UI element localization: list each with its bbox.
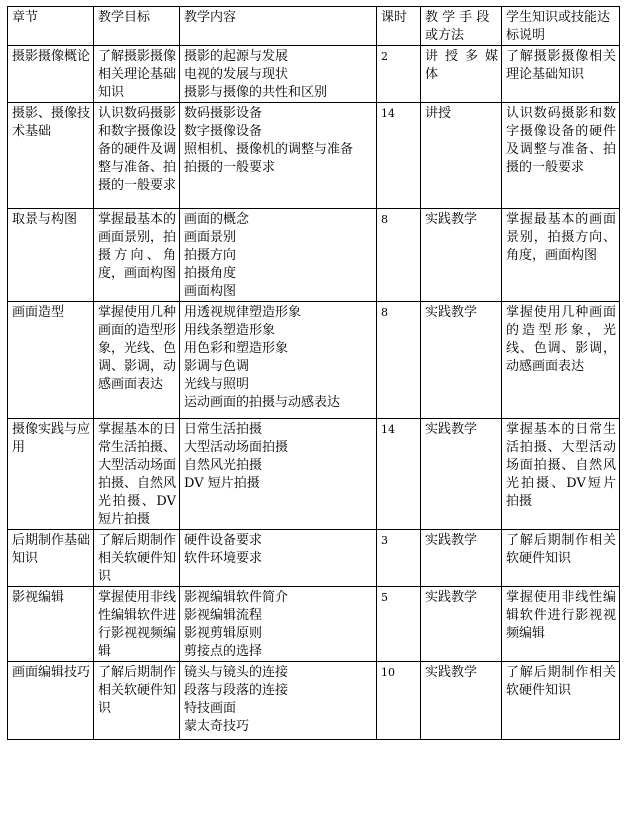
table-row — [8, 419, 620, 530]
content-item: 照相机、摄像机的调整与准备 — [184, 142, 354, 157]
content-cell — [180, 419, 377, 530]
goal-cell: 掌握使用非线性编辑软件进行影视视频编辑 — [94, 587, 180, 662]
method-cell: 讲授 — [421, 103, 502, 209]
content-cell — [180, 530, 377, 587]
content-item: 数字摄像设备 — [184, 124, 263, 139]
method-cell: 实践教学 — [421, 662, 502, 740]
content-item: 画面的概念 — [184, 212, 250, 227]
standard-cell: 了解后期制作相关软硬件知识 — [502, 662, 620, 740]
header-goal: 教学目标 — [94, 7, 180, 46]
content-item: 运动画面的拍摄与动感表达 — [184, 395, 341, 410]
content-item: 拍摄角度 — [184, 266, 237, 281]
standard-cell: 了解摄影摄像相关理论基础知识 — [502, 46, 620, 103]
hours-cell: 2 — [377, 46, 421, 103]
content-cell — [180, 46, 377, 103]
content-item: 影调与色调 — [184, 359, 250, 374]
content-item: 影视编辑流程 — [184, 608, 263, 623]
content-item: 段落与段落的连接 — [184, 683, 289, 698]
content-item: 硬件设备要求 — [184, 533, 263, 548]
hours-cell: 14 — [377, 419, 421, 530]
content-item: 日常生活拍摄 — [184, 422, 263, 437]
table-row — [8, 209, 620, 302]
header-row — [8, 7, 620, 46]
content-cell — [180, 662, 377, 740]
goal-cell: 认识数码摄影和数字摄像设备的硬件及调整与准备、拍摄的一般要求 — [94, 103, 180, 209]
content-item: 数码摄影设备 — [184, 106, 263, 121]
hours-cell: 14 — [377, 103, 421, 209]
content-item: 光线与照明 — [184, 377, 250, 392]
content-item: 蒙太奇技巧 — [184, 719, 250, 734]
goal-cell: 了解摄影摄像相关理论基础知识 — [94, 46, 180, 103]
table-row — [8, 103, 620, 209]
hours-cell: 8 — [377, 209, 421, 302]
method-cell: 讲 授 多 媒 体 — [421, 46, 502, 103]
chapter-cell: 影视编辑 — [8, 587, 94, 662]
content-item: 软件环境要求 — [184, 551, 263, 566]
method-cell: 实践教学 — [421, 587, 502, 662]
content-item: 画面构图 — [184, 284, 237, 299]
hours-cell: 5 — [377, 587, 421, 662]
content-item: 电视的发展与现状 — [184, 67, 289, 82]
method-cell: 实践教学 — [421, 530, 502, 587]
table-row — [8, 302, 620, 419]
chapter-cell: 取景与构图 — [8, 209, 94, 302]
standard-cell: 了解后期制作相关软硬件知识 — [502, 530, 620, 587]
content-item: 用透视规律塑造形象 — [184, 305, 302, 320]
header-chapter: 章节 — [8, 7, 94, 46]
chapter-cell: 后期制作基础知识 — [8, 530, 94, 587]
standard-cell: 掌握基本的日常生活拍摄、大型活动场面拍摄、自然风光拍摄、DV短片拍摄 — [502, 419, 620, 530]
table-row — [8, 530, 620, 587]
method-cell: 实践教学 — [421, 419, 502, 530]
content-item: 镜头与镜头的连接 — [184, 665, 289, 680]
content-item: 用线条塑造形象 — [184, 323, 276, 338]
content-item: 特技画面 — [184, 701, 237, 716]
table-row — [8, 46, 620, 103]
goal-cell: 了解后期制作相关软硬件知识 — [94, 530, 180, 587]
chapter-cell: 画面编辑技巧 — [8, 662, 94, 740]
chapter-cell: 摄影、摄像技术基础 — [8, 103, 94, 209]
chapter-cell: 画面造型 — [8, 302, 94, 419]
table-row — [8, 587, 620, 662]
hours-cell: 3 — [377, 530, 421, 587]
content-item: 影视编辑软件简介 — [184, 590, 289, 605]
goal-cell: 掌握最基本的画面景别，拍摄方向、角度，画面构图 — [94, 209, 180, 302]
standard-cell: 掌握最基本的画面景别，拍摄方向、角度，画面构图 — [502, 209, 620, 302]
method-cell: 实践教学 — [421, 302, 502, 419]
header-content: 教学内容 — [180, 7, 377, 46]
hours-cell: 8 — [377, 302, 421, 419]
content-item: DV 短片拍摄 — [184, 476, 260, 491]
content-cell — [180, 587, 377, 662]
content-item: 影视剪辑原则 — [184, 626, 263, 641]
standard-cell: 认识数码摄影和数字摄像设备的硬件及调整与准备、拍摄的一般要求 — [502, 103, 620, 209]
content-cell — [180, 302, 377, 419]
hours-cell: 10 — [377, 662, 421, 740]
content-item: 摄影的起源与发展 — [184, 49, 289, 64]
content-item: 拍摄方向 — [184, 248, 237, 263]
goal-cell: 了解后期制作相关软硬件知识 — [94, 662, 180, 740]
content-cell — [180, 209, 377, 302]
chapter-cell: 摄影摄像概论 — [8, 46, 94, 103]
method-cell: 实践教学 — [421, 209, 502, 302]
goal-cell: 掌握基本的日常生活拍摄、大型活动场面拍摄、自然风光拍摄、DV短片拍摄 — [94, 419, 180, 530]
standard-cell: 掌握使用几种画面的造型形象，光线、色调、影调，动感画面表达 — [502, 302, 620, 419]
content-item: 摄影与摄像的共性和区别 — [184, 85, 328, 100]
content-item: 画面景别 — [184, 230, 237, 245]
standard-cell: 掌握使用非线性编辑软件进行影视视频编辑 — [502, 587, 620, 662]
header-method: 教 学 手 段 或方法 — [421, 7, 502, 46]
content-item: 大型活动场面拍摄 — [184, 440, 289, 455]
header-standard: 学生知识或技能达标说明 — [502, 7, 620, 46]
header-hours: 课时 — [377, 7, 421, 46]
chapter-cell: 摄像实践与应用 — [8, 419, 94, 530]
content-item: 自然风光拍摄 — [184, 458, 263, 473]
table-row — [8, 662, 620, 740]
content-cell — [180, 103, 377, 209]
goal-cell: 掌握使用几种画面的造型形象，光线、色调、影调，动感画面表达 — [94, 302, 180, 419]
content-item: 剪接点的选择 — [184, 644, 263, 659]
content-item: 用色彩和塑造形象 — [184, 341, 289, 356]
content-item: 拍摄的一般要求 — [184, 160, 276, 175]
syllabus-table — [7, 6, 620, 740]
